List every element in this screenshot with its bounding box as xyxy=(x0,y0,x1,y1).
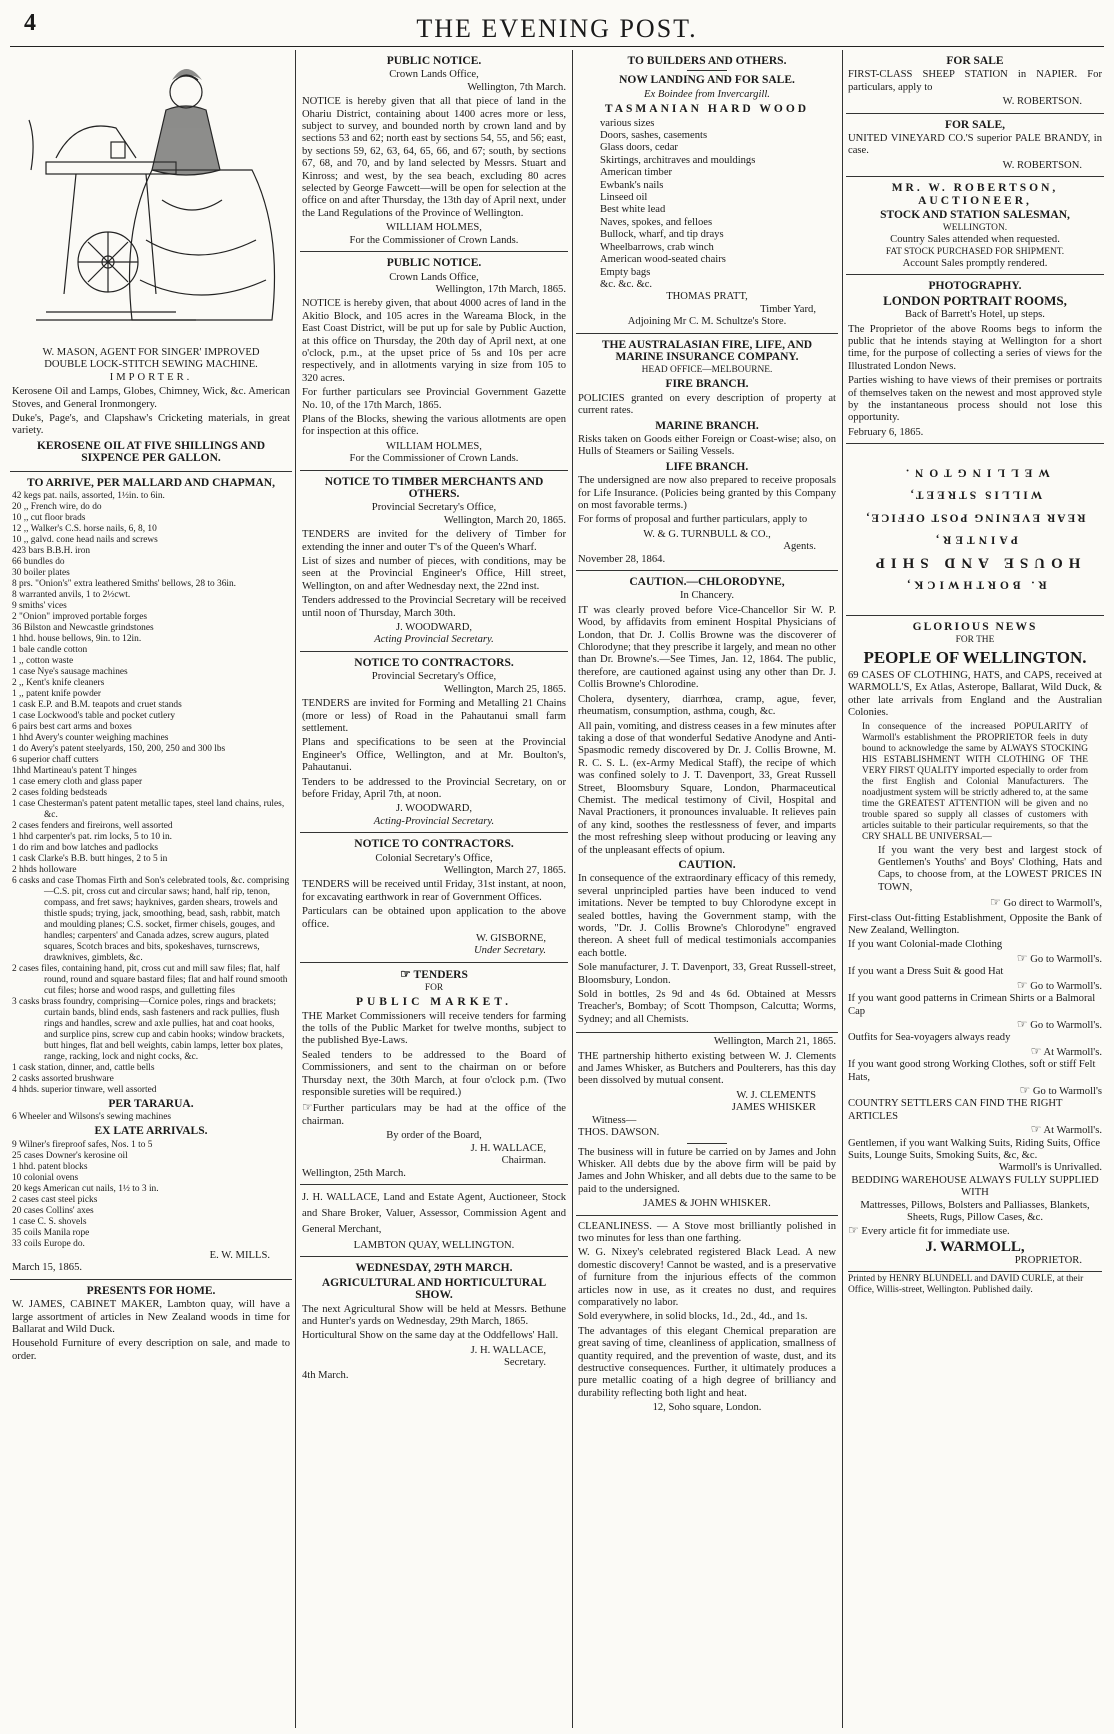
notice-office: Crown Lands Office, xyxy=(389,271,479,283)
warmoll-go: Go to Warmoll's. xyxy=(1030,953,1102,965)
list-item: 1 cask E.P. and B.M. teapots and cruet stands xyxy=(12,700,182,711)
notice-text: TENDERS are invited for the delivery of Timber for extending the inner and outer T's of the Queen's Wharf. xyxy=(302,529,566,553)
list-item: 2 cases files, containing hand, pit, cross cut and mill saw files; flat, half round, round and square bastard files; flat and half round smooth cut files; horse and wood rasps, and gulletting files xyxy=(12,964,288,997)
list-item: 9 smiths' vices xyxy=(12,601,67,612)
inverted-text: WILLIS STREET, xyxy=(907,488,1043,501)
column-1 xyxy=(10,50,292,1728)
list-item: 1 case Chesterman's patent patent metallic tapes, steel land chains, rules, &c. xyxy=(12,799,285,821)
sheep-station-advertisement xyxy=(846,50,1104,114)
chlorodyne-subtitle: In Chancery. xyxy=(679,590,735,602)
pointing-hand-icon: ☞ xyxy=(400,966,411,981)
black-lead-text: Sold everywhere, in solid blocks, 1d., 2d., 4d., and 1s. xyxy=(578,1311,808,1323)
list-item: Bullock, wharf, and tip drays xyxy=(600,229,724,241)
notice-title: NOTICE TO CONTRACTORS. xyxy=(354,656,514,669)
insurance-text: POLICIES granted on every description of property at current rates. xyxy=(578,392,836,417)
robertson-text: FAT STOCK PURCHASED FOR SHIPMENT. xyxy=(885,246,1065,257)
printer-imprint: Printed by HENRY BLUNDELL and DAVID CURLE, at their Office, Willis-street, Wellington. Published daily. xyxy=(848,1271,1102,1296)
list-item: 6 casks and case Thomas Firth and Son's celebrated tools, &c. comprising—C.S. pit, cross cut and circular saws; hand, half rip, tenon, compass, and fret saws; hayknives, garden shears, trowels and thistle spuds; trying, jack, smoothing, bead, sash, rabbit, match and moulding planes; C.S. socket, firmer chisels, gouges, and handles; carpenters' and Canada adzes, screw augurs, plated squares, Scotch braces and bits, spokeshaves, turnscrews, drawknives, gimblets, &c. xyxy=(12,876,290,964)
list-item: 1 ,, patent knife powder xyxy=(12,689,102,700)
presents-title: PRESENTS FOR HOME. xyxy=(86,1284,216,1297)
notice-office: Provincial Secretary's Office, xyxy=(371,671,497,683)
photo-title: PHOTOGRAPHY. xyxy=(928,280,1022,293)
pointing-hand-icon: ☞ xyxy=(1016,1016,1028,1031)
chlorodyne-text: IT was clearly proved before Vice-Chancellor Sir W. P. Wood, by affidavits from eminent Hospital Physicians of London, that Dr. J. Collis Browne was the discoverer of Chlorodyne; that they prescribe it largely, and mean no other than Dr. Browne's.—See Times, Jan. 12, 1864. The public, therefore, are cautioned against using any other than Dr. J. Collis Browne's Chlorodine. xyxy=(578,604,836,691)
list-item: 2 cases folding bedsteads xyxy=(12,788,108,799)
singer-line: DOUBLE LOCK-STITCH SEWING MACHINE. xyxy=(44,359,258,371)
list-item: 423 bars B.B.H. iron xyxy=(12,546,91,557)
wallace-text: J. H. WALLACE, Land and Estate Agent, Auctioneer, Stock and Share Broker, Valuer, Assessor, Commission Agent and General Merchant, xyxy=(302,1191,566,1235)
public-notice-ohariu xyxy=(300,50,568,252)
list-item: 42 kegs pat. nails, assorted, 1½in. to 6in. xyxy=(12,491,165,502)
singer-line: Duke's, Page's, and Clapshaw's Cricketing materials, in great variety. xyxy=(12,413,290,437)
insurance-text: Risks taken on Goods either Foreign or Coast-wise; also, on Hulls of Steamers or Sailing Vessels. xyxy=(578,433,836,458)
black-lead-advertisement xyxy=(576,1216,838,1419)
list-item: Linseed oil xyxy=(600,192,648,204)
market-title2: PUBLIC MARKET. xyxy=(355,996,513,1009)
robertson-text: Country Sales attended when requested. xyxy=(890,234,1060,246)
notice-text: Plans and specifications to be seen at the Provincial Engineer's Office, Wellington, and at Mr. Boulton's, Pahautanui. xyxy=(302,737,566,774)
partnership-date: Wellington, March 21, 1865. xyxy=(713,1036,836,1048)
list-item: 1 bale candle cotton xyxy=(12,645,88,656)
list-item: 2 "Onion" improved portable forges xyxy=(12,612,148,623)
warmoll-want: Gentlemen, if you want Walking Suits, Riding Suits, Office Suits, Lounge Suits, Smoking Suits, &c, &c. xyxy=(848,1137,1101,1161)
warmoll-clothing-advertisement xyxy=(846,616,1104,1300)
page-header xyxy=(10,4,1104,47)
warmoll-text: 69 CASES OF CLOTHING, HATS, and CAPS, received at WARMOLL'S, Ex Atlas, Asterope, Ballarat, Wild Duck, & other late arrivals from England and the Australian Colonies. xyxy=(848,670,1102,719)
notice-text: NOTICE is hereby given, that about 4000 acres of land in the Akitio Block, and 105 acres in the Wareama Block, in the East Coast District, will be put up for sale by Public Auction, at this office on Thursday, the 20th day of April next, at one o'clock, p.m., at the upset price of 5s and 10s per acre respectively, and in allotments varying in size from 105 to 320 acres. xyxy=(302,298,566,384)
list-item: 2 cases fenders and fireirons, well assorted xyxy=(12,821,173,832)
column-rule xyxy=(295,50,296,1728)
builders-advertisement xyxy=(576,50,838,334)
tararua-title: PER TARARUA. xyxy=(108,1098,194,1111)
notice-signature: J. H. WALLACE, xyxy=(470,1344,546,1356)
list-item: 2 cases cast steel picks xyxy=(12,1194,98,1205)
list-item: 2 hhds holloware xyxy=(12,865,77,876)
list-item: 66 bundles do xyxy=(12,557,65,568)
mills-signature: E. W. MILLS. xyxy=(209,1249,270,1261)
partnership-signature: JAMES & JOHN WHISKER. xyxy=(643,1198,771,1210)
inverted-text: PAINTER, xyxy=(932,533,1018,546)
presents-text: W. JAMES, CABINET MAKER, Lambton quay, will have a large assortment of articles in New Zealand woods in time for Ballarat and Wild Duck. xyxy=(12,1299,290,1335)
sheep-signature: W. ROBERTSON. xyxy=(1002,96,1082,108)
notice-date: 4th March. xyxy=(302,1369,349,1381)
warmoll-want: If you want Colonial-made Clothing xyxy=(848,939,1003,951)
insurance-text: The undersigned are now also prepared to receive proposals for Life Insurance. (Policies being granted by this Company on most favorable terms.) xyxy=(578,475,836,511)
list-item: Ewbank's nails xyxy=(600,179,664,191)
chlorodyne-text: All pain, vomiting, and distress ceases in a few minutes after taking a dose of that wonderful Sedative Anodyne and Anti-Spasmodic remedy discovered by Dr. J. Collis Browne, M. R. C. S. L. (ex-Army Medical Staff), the recipe of which was confined solely to J. T. Davenport, 33, Great Russell Street, Bloomsbury Square, London, Pharmaceutical Chemist. The medical testimony of Civil, Hospital and Naval Practioners, it pronounces invaluable. It relieves pain of any kind, soothes the restlessness of fever, and imparts the most refreshing sleep without producing or leaving any of the unpleasant effects of opium. xyxy=(578,720,836,856)
list-item: &c. &c. &c. xyxy=(600,278,653,290)
list-item: American wood-seated chairs xyxy=(600,254,726,266)
builders-subtitle: NOW LANDING AND FOR SALE. xyxy=(619,74,795,87)
list-item: various sizes xyxy=(600,117,655,129)
insurance-text: For forms of proposal and further particulars, apply to xyxy=(578,514,808,526)
inverted-text: HOUSE AND SHIP xyxy=(869,554,1081,571)
market-title: TENDERS xyxy=(413,968,468,981)
list-item: 4 hhds. superior tinware, well assorted xyxy=(12,1085,157,1096)
column-rule xyxy=(842,50,843,1728)
notice-title: NOTICE TO TIMBER MERCHANTS AND OTHERS. xyxy=(324,475,544,500)
pointing-hand-icon: ☞ xyxy=(302,1100,313,1115)
arrive-title: TO ARRIVE, PER MALLARD AND CHAPMAN, xyxy=(26,476,275,489)
robertson-text: WELLINGTON. xyxy=(942,223,1008,234)
presents-text: Household Furniture of every description on sale, and made to order. xyxy=(12,1338,290,1362)
warmoll-go: Go to Warmoll's. xyxy=(1030,1019,1102,1031)
notice-date: Wellington, March 20, 1865. xyxy=(443,514,566,526)
warmoll-go: At Warmoll's. xyxy=(1043,1046,1102,1058)
mills-hardware-advertisement xyxy=(10,472,292,1280)
builders-ex: Ex Boindee from Invercargill. xyxy=(644,88,770,100)
show-date: WEDNESDAY, 29TH MARCH. xyxy=(355,1262,513,1275)
notice-title: PUBLIC NOTICE. xyxy=(386,55,482,67)
warmoll-bedding: BEDDING WAREHOUSE ALWAYS FULLY SUPPLIED WITH xyxy=(851,1174,1099,1199)
singer-line: Kerosene Oil and Lamps, Globes, Chimney, Wick, &c. American Stoves, and General Ironmongery. xyxy=(12,386,290,410)
notice-date: Wellington, 17th March, 1865. xyxy=(435,283,566,295)
sewing-machine-illustration xyxy=(16,50,286,340)
notice-signature: WILLIAM HOLMES, xyxy=(386,222,482,234)
warmoll-signature: PROPRIETOR. xyxy=(1014,1255,1082,1267)
list-item: 6 Wheeler and Wilsons's sewing machines xyxy=(12,1112,172,1123)
notice-text: Tenders to be addressed to the Provincial Secretary, on or before Friday, April 7th, at noon. xyxy=(302,776,566,800)
list-item: 1 cask station, dinner, and, cattle bells xyxy=(12,1063,155,1074)
list-item: 33 coils Europe do. xyxy=(12,1238,85,1249)
photo-head: LONDON PORTRAIT ROOMS, xyxy=(883,292,1067,308)
list-item: 12 ,, Walker's C.S. horse nails, 6, 8, 10 xyxy=(12,524,157,535)
partnership-witness: Witness— xyxy=(592,1114,637,1126)
robertson-auctioneer-advertisement xyxy=(846,177,1104,275)
notice-signature: For the Commissioner of Crown Lands. xyxy=(349,453,519,465)
notice-office: Crown Lands Office, xyxy=(389,69,479,81)
pointing-hand-icon: ☞ xyxy=(1016,950,1028,965)
warmoll-every: Every article fit for immediate use. xyxy=(861,1226,1010,1238)
borthwick-painter-advertisement-inverted xyxy=(846,444,1104,615)
brandy-text: UNITED VINEYARD CO.'S superior PALE BRANDY, in case. xyxy=(848,133,1102,157)
list-item: 2 casks assorted brushware xyxy=(12,1074,114,1085)
warmoll-want: If you want good strong Working Clothes, soft or stiff Felt Hats, xyxy=(848,1059,1096,1083)
list-item: 8 warranted anvils, 1 to 2½cwt. xyxy=(12,590,131,601)
list-item: 1 hhd carpenter's pat. rim locks, 5 to 10 in. xyxy=(12,832,172,843)
insurance-office: HEAD OFFICE—MELBOURNE. xyxy=(641,365,773,376)
insurance-fire: FIRE BRANCH. xyxy=(665,378,749,391)
notice-signature: J. WOODWARD, xyxy=(395,622,473,634)
column-3 xyxy=(576,50,838,1728)
notice-date: Wellington, March 27, 1865. xyxy=(443,864,566,876)
contractors-notice-earthwork xyxy=(300,833,568,963)
list-item: 20 cases Collins' axes xyxy=(12,1205,94,1216)
page-number: 4 xyxy=(24,10,36,36)
public-notice-akitio xyxy=(300,252,568,471)
black-lead-address: 12, Soho square, London. xyxy=(652,1402,762,1414)
masthead: THE EVENING POST. xyxy=(416,14,698,43)
warmoll-want: If you want good patterns in Crimean Shirts or a Balmoral Cap xyxy=(848,993,1096,1017)
list-item: 10 colonial ovens xyxy=(12,1172,79,1183)
brandy-advertisement xyxy=(846,114,1104,178)
insurance-signature: W. & G. TURNBULL & CO., xyxy=(643,528,771,540)
insurance-marine: MARINE BRANCH. xyxy=(655,419,759,432)
list-item: 1 do rim and bow latches and padlocks xyxy=(12,843,159,854)
list-item: 1 hhd Avery's counter weighing machines xyxy=(12,733,169,744)
notice-date: Wellington, 25th March. xyxy=(302,1167,406,1179)
column-2 xyxy=(300,50,568,1728)
warmoll-go: Go direct to Warmoll's, xyxy=(1003,898,1102,910)
notice-text: For further particulars see Provincial Government Gazette No. 10, of the 17th March, 1865. xyxy=(302,387,566,411)
list-item: 1 hhd. house bellows, 9in. to 12in. xyxy=(12,634,142,645)
partnership-signature: W. J. CLEMENTS xyxy=(736,1089,816,1101)
singer-line: KEROSENE OIL AT FIVE SHILLINGS AND SIXPENCE PER GALLON. xyxy=(36,439,266,465)
partnership-signature: JAMES WHISKER xyxy=(731,1102,816,1114)
notice-date: Wellington, March 25, 1865. xyxy=(443,683,566,695)
notice-signature: Under Secretary. xyxy=(474,945,546,957)
pointing-hand-icon: ☞ xyxy=(990,895,1001,910)
divider xyxy=(687,1143,727,1144)
notice-signature: Acting Provincial Secretary. xyxy=(374,634,494,646)
list-item: 1 case Lockwood's table and pocket cutlery xyxy=(12,711,176,722)
warmoll-unrivalled: Warmoll's is Unrivalled. xyxy=(998,1162,1102,1174)
list-item: 9 Wilner's fireproof safes, Nos. 1 to 5 xyxy=(12,1139,153,1150)
notice-signature: J. WOODWARD, xyxy=(395,803,473,815)
notice-text: NOTICE is hereby given that all that piece of land in the Ohariu District, containing about 1400 acres more or less, subject to survey, and bounded north by crown land and by sections 53 and 62; north east by sections 54, 55, and 56; east, by sections 59, 62, 63, 64, 65, 66, and 67; south, by sections 67, 68, and 70, and by land selected by Messrs. Stuart and Kinross; and west, by the sea beach, excluding 80 acres selected by George Fawcett—will be open for selection at the office on and after Thursday, the 13th day of April next, under the Land Regulations of the Province of Wellington. xyxy=(302,96,566,219)
list-item: 30 boiler plates xyxy=(12,568,70,579)
photo-text: Parties wishing to have views of their premises or portraits of themselves taken on the newest and most approved style by the instantaneous process should not lose this opportunity. xyxy=(848,375,1102,424)
glorious-title: GLORIOUS NEWS xyxy=(912,620,1038,633)
robertson-text: MR. W. ROBERTSON, AUCTIONEER, xyxy=(891,182,1059,207)
notice-text: THE Market Commissioners will receive tenders for farming the tolls of the Public Market for twelve months, subject to the published Bye-Laws. xyxy=(302,1010,566,1047)
inverted-text: R. BORTHWICK, xyxy=(903,578,1047,591)
column-4 xyxy=(846,50,1104,1728)
warmoll-want: COUNTRY SETTLERS CAN FIND THE RIGHT ARTICLES xyxy=(848,1098,1063,1122)
market-order: By order of the Board, xyxy=(386,1130,482,1142)
inverted-text: REAR EVENING POST OFFICE, xyxy=(864,511,1086,524)
agricultural-show-notice xyxy=(300,1257,568,1386)
wallace-agent-advertisement xyxy=(300,1185,568,1257)
warmoll-text: In consequence of the increased POPULARITY of Warmoll's establishment the PROPRIETOR feels in duty bound to acknowledge the same by ALWAYS STOCKING HIS ESTABLISHMENT WITH CLOTHING OF THE VERY FIRST QUALITY imported especially to order from the first English and Colonial Manufacturers. The noadjustment system will be strictly adhered to, at the same time the GREATEST ATTENTION will be given and no trouble spared so supply all classes of customers with articles suitable to their particular requirements, so that the CRY SHALL BE UNIVERSAL— xyxy=(862,721,1088,842)
builders-head: TASMANIAN HARD WOOD xyxy=(604,103,810,116)
list-item: 35 coils Manila rope xyxy=(12,1227,90,1238)
column-rule xyxy=(572,50,573,1728)
chlorodyne-caution: CAUTION. xyxy=(678,858,736,871)
brandy-title: FOR SALE, xyxy=(944,118,1006,131)
partnership-text: The business will in future be carried on by James and John Whisker. All debts due by the above firm will be paid by James and John Whisker, and all debts due to the same to be paid to the undersigned. xyxy=(578,1146,836,1195)
insurance-title: THE AUSTRALASIAN FIRE, LIFE, AND MARINE INSURANCE COMPANY. xyxy=(601,338,813,363)
insurance-advertisement xyxy=(576,334,838,572)
notice-title: NOTICE TO CONTRACTORS. xyxy=(354,838,514,851)
sheep-title: FOR SALE xyxy=(946,55,1004,67)
black-lead-text: W. G. Nixey's celebrated registered Black Lead. A new domestic discovery! Cannot be wasted, and is a preservative of furniture from the injurious effects of the common articles now in use, as it creates no dust, and requires comparatively no labor. xyxy=(578,1247,836,1308)
builders-signature: THOMAS PRATT, xyxy=(666,291,748,303)
list-item: 36 Bilston and Newcastle grindstones xyxy=(12,623,154,634)
list-item: 10 ,, cut floor brads xyxy=(12,513,86,524)
black-lead-text: CLEANLINESS. — A Stove most brilliantly polished in two minutes for less than one farthing. xyxy=(578,1220,836,1244)
list-item: 6 superior chaff cutters xyxy=(12,755,99,766)
list-item: Skirtings, architraves and mouldings xyxy=(600,154,756,166)
divider xyxy=(687,70,727,71)
inverted-text: WELLINGTON. xyxy=(900,466,1050,479)
list-item: Doors, sashes, casements xyxy=(600,130,708,142)
notice-text: Sealed tenders to be addressed to the Board of Commissioners, and sent to the chairman on or before Thursday next, the 30th March, at four o'clock p.m. (Two responsible sureties will be required.) xyxy=(302,1049,566,1099)
chlorodyne-text: Sold in bottles, 2s 9d and 4s 6d. Obtained at Messrs Treacher's, Bombay; of Scott Thompson, Calcutta; Worms, Sydney; and all Chemists. xyxy=(578,989,836,1025)
list-item: 20 kegs American cut nails, 1½ to 3 in. xyxy=(12,1183,159,1194)
list-item: 1 case Nye's sausage machines xyxy=(12,667,128,678)
notice-text: Tenders addressed to the Provincial Secretary will be received until noon of Thursday, March 30th. xyxy=(302,595,566,619)
insurance-date: November 28, 1864. xyxy=(578,553,666,565)
notice-signature: Secretary. xyxy=(504,1357,546,1369)
builders-signature: Timber Yard, xyxy=(760,303,816,315)
sheep-text: FIRST-CLASS SHEEP STATION in NAPIER. For particulars, apply to xyxy=(848,69,1102,93)
brandy-signature: W. ROBERTSON. xyxy=(1002,159,1082,171)
singer-advertisement xyxy=(10,344,292,472)
list-item: 8 prs. "Onion's" extra leathered Smiths' bellows, 28 to 36in. xyxy=(12,579,237,590)
notice-text: Particulars can be obtained upon application to the above office. xyxy=(302,906,566,930)
ex-late-list xyxy=(12,1140,290,1250)
chlorodyne-title: CAUTION.—CHLORODYNE, xyxy=(629,576,785,589)
presents-advertisement xyxy=(10,1280,292,1369)
list-item: Empty bags xyxy=(600,266,651,278)
notice-office: Provincial Secretary's Office, xyxy=(371,502,497,514)
photo-date: February 6, 1865. xyxy=(848,426,924,438)
list-item: 2 ,, Kent's knife cleaners xyxy=(12,678,105,689)
pointing-hand-icon: ☞ xyxy=(848,1223,859,1238)
tararua-list xyxy=(12,1112,290,1123)
wallace-address: LAMBTON QUAY, WELLINGTON. xyxy=(353,1239,515,1251)
notice-signature: W. GISBORNE, xyxy=(476,933,546,944)
pointing-hand-icon: ☞ xyxy=(1016,977,1028,992)
singer-line: W. MASON, AGENT FOR SINGER' IMPROVED xyxy=(42,347,260,358)
robertson-text: Account Sales promptly rendered. xyxy=(902,257,1048,269)
warmoll-want: If you want a Dress Suit & good Hat xyxy=(848,966,1004,978)
list-item: 1hhd Martineau's patent T hinges xyxy=(12,766,137,777)
notice-signature: WILLIAM HOLMES, xyxy=(386,440,482,452)
notice-text: TENDERS are invited for Forming and Metalling 21 Chains (more or less) of Road in the Pahautanui small farm settlement. xyxy=(302,698,566,734)
builders-list xyxy=(578,118,836,292)
notice-text: TENDERS will be received until Friday, 31st instant, at noon, for excavating earthwork in rear of Government Offices. xyxy=(302,879,566,903)
mills-date: March 15, 1865. xyxy=(12,1262,83,1274)
notice-signature: For the Commissioner of Crown Lands. xyxy=(349,234,519,246)
list-item: Best white lead xyxy=(600,204,666,216)
list-item: 3 casks brass foundry, comprising—Cornice poles, rings and brackets; curtain bands, blind ends, sash fasteners and rack pullies, flush rings and handles, screw and axle pullies, hat and coat hooks, and surplice pins, screw cup and cabin hooks; window brackets, butt hinges, flat and bell weights, cabin lamps, letter box plates, range, racking, lock and night cocks, &c. xyxy=(12,997,285,1063)
contractors-notice-road xyxy=(300,652,568,833)
notice-signature: Acting-Provincial Secretary. xyxy=(373,815,495,827)
warmoll-want: Outfits for Sea-voyagers always ready xyxy=(848,1032,1011,1044)
list-item: Glass doors, cedar xyxy=(600,142,678,154)
black-lead-text: The advantages of this elegant Chemical preparation are great saving of time, cleanliness of application, smallness of quantity required, and the prevention of waste, dust, and its destructive consequences. Further, it ultimately produces a pure metallic coating of a high degree of brilliancy and durability reflecting both light and heat. xyxy=(578,1325,836,1399)
photo-subtitle: Back of Barrett's Hotel, up steps. xyxy=(905,309,1045,321)
notice-text: Plans of the Blocks, shewing the various allotments are open for inspection at this office. xyxy=(302,413,566,438)
inverted-block xyxy=(848,466,1102,590)
notice-text: Further particulars may be had at the office of the chairman. xyxy=(302,1103,566,1127)
insurance-signature: Agents. xyxy=(783,541,816,553)
notice-signature: J. H. WALLACE, xyxy=(470,1142,546,1154)
show-title: AGRICULTURAL AND HORTICULTURAL SHOW. xyxy=(321,1276,547,1302)
list-item: Naves, spokes, and felloes xyxy=(600,216,713,228)
list-item: American timber xyxy=(600,167,673,179)
partnership-witness: THOS. DAWSON. xyxy=(578,1127,660,1139)
warmoll-go: Go to Warmoll's xyxy=(1032,1085,1102,1097)
chlorodyne-text: Sole manufacturer, J. T. Davenport, 33, Great Russell-street, Bloomsbury, London. xyxy=(578,962,836,986)
ex-late-title: EX LATE ARRIVALS. xyxy=(94,1125,208,1138)
partnership-text: THE partnership hitherto existing between W. J. Clements and James Whisker, as Butchers and Poulterers, has this day been dissolved by mutual consent. xyxy=(578,1050,836,1087)
singer-line: IMPORTER. xyxy=(109,371,193,383)
builders-signature: Adjoining Mr C. M. Schultze's Store. xyxy=(627,316,787,328)
arrive-list xyxy=(12,491,290,1096)
notice-text: List of sizes and number of pieces, with conditions, may be seen at the Provincial Engineer's Office, Hill street, Wellington, on and after Wednesday next, the 22nd inst. xyxy=(302,556,566,592)
notice-text: The next Agricultural Show will be held at Messrs. Bethune and Hunter's yards on Wednesday, 29th March, 1865. xyxy=(302,1303,566,1327)
list-item: 1 ,, cotton waste xyxy=(12,656,74,667)
list-item: 1 case emery cloth and glass paper xyxy=(12,777,143,788)
list-item: 1 cask Clarke's B.B. butt hinges, 2 to 5 in xyxy=(12,854,168,865)
list-item: 25 cases Downer's kerosine oil xyxy=(12,1150,128,1161)
photography-advertisement xyxy=(846,275,1104,444)
public-market-tenders xyxy=(300,963,568,1185)
chlorodyne-text: In consequence of the extraordinary efficacy of this remedy, several unprincipled parties have been induced to vend imitations. Never be tempted to buy Chlorodyne except in sealed bottles, having the Government stamp, with the words, "Dr. J. Collis Browne's Chlorodyne" engraved thereon. A sheet full of medical testimonials accompanies each bottle. xyxy=(578,873,836,959)
list-item: 20 ,, French wire, do do xyxy=(12,502,102,513)
list-item: 6 pairs best cart arms and boxes xyxy=(12,722,132,733)
warmoll-bedding: Mattresses, Pillows, Bolsters and Palliasses, Blankets, Sheets, Rugs, Pillow Cases, &c. xyxy=(860,1199,1090,1223)
chlorodyne-text: Cholera, dysentery, diarrhœa, cramp, ague, fever, rheumatism, consumption, asthma, cough, &c. xyxy=(578,693,836,718)
list-item: 10 ,, galvd. cone head nails and screws xyxy=(12,535,158,546)
chlorodyne-advertisement xyxy=(576,571,838,1033)
notice-office: Colonial Secretary's Office, xyxy=(375,852,493,864)
list-item: Wheelbarrows, crab winch xyxy=(600,241,714,253)
glorious-for: FOR THE xyxy=(955,635,995,645)
list-item: 1 case C. S. shovels xyxy=(12,1216,87,1227)
warmoll-go: At Warmoll's. xyxy=(1043,1125,1102,1137)
notice-title: PUBLIC NOTICE. xyxy=(386,257,482,270)
pointing-hand-icon: ☞ xyxy=(1030,1122,1042,1137)
market-for: FOR xyxy=(424,983,444,994)
partnership-notice xyxy=(576,1033,838,1215)
warmoll-signature: J. WARMOLL, xyxy=(925,1238,1025,1255)
insurance-life: LIFE BRANCH. xyxy=(665,460,749,473)
pointing-hand-icon: ☞ xyxy=(1030,1043,1042,1058)
list-item: 1 hhd. patent blocks xyxy=(12,1161,88,1172)
robertson-text: STOCK AND STATION SALESMAN, xyxy=(880,209,1070,222)
list-item: 1 do Avery's patent steelyards, 150, 200, 250 and 300 lbs xyxy=(12,744,226,755)
notice-signature: Chairman. xyxy=(501,1155,546,1167)
warmoll-text: If you want the very best and largest stock of Gentlemen's Youths' and Boys' Clothing, Hats and Caps, to choose from, at the LOWEST PRICES IN TOWN, xyxy=(878,844,1102,893)
pointing-hand-icon: ☞ xyxy=(1019,1082,1031,1097)
photo-text: The Proprietor of the above Rooms begs to inform the public that he intends staying at Wellington for a short time, for the purpose of collecting a series of views for the Illustrated London News. xyxy=(848,323,1102,372)
builders-title: TO BUILDERS AND OTHERS. xyxy=(627,55,787,67)
warmoll-text: First-class Out-fitting Establishment, Opposite the Bank of New Zealand, Wellington. xyxy=(848,912,1102,937)
notice-date: Wellington, 7th March. xyxy=(467,81,566,93)
notice-text: Horticultural Show on the same day at the Oddfellows' Hall. xyxy=(302,1330,559,1342)
warmoll-go: Go to Warmoll's. xyxy=(1030,980,1102,992)
glorious-people: PEOPLE OF WELLINGTON. xyxy=(863,648,1087,667)
timber-merchants-notice xyxy=(300,471,568,652)
